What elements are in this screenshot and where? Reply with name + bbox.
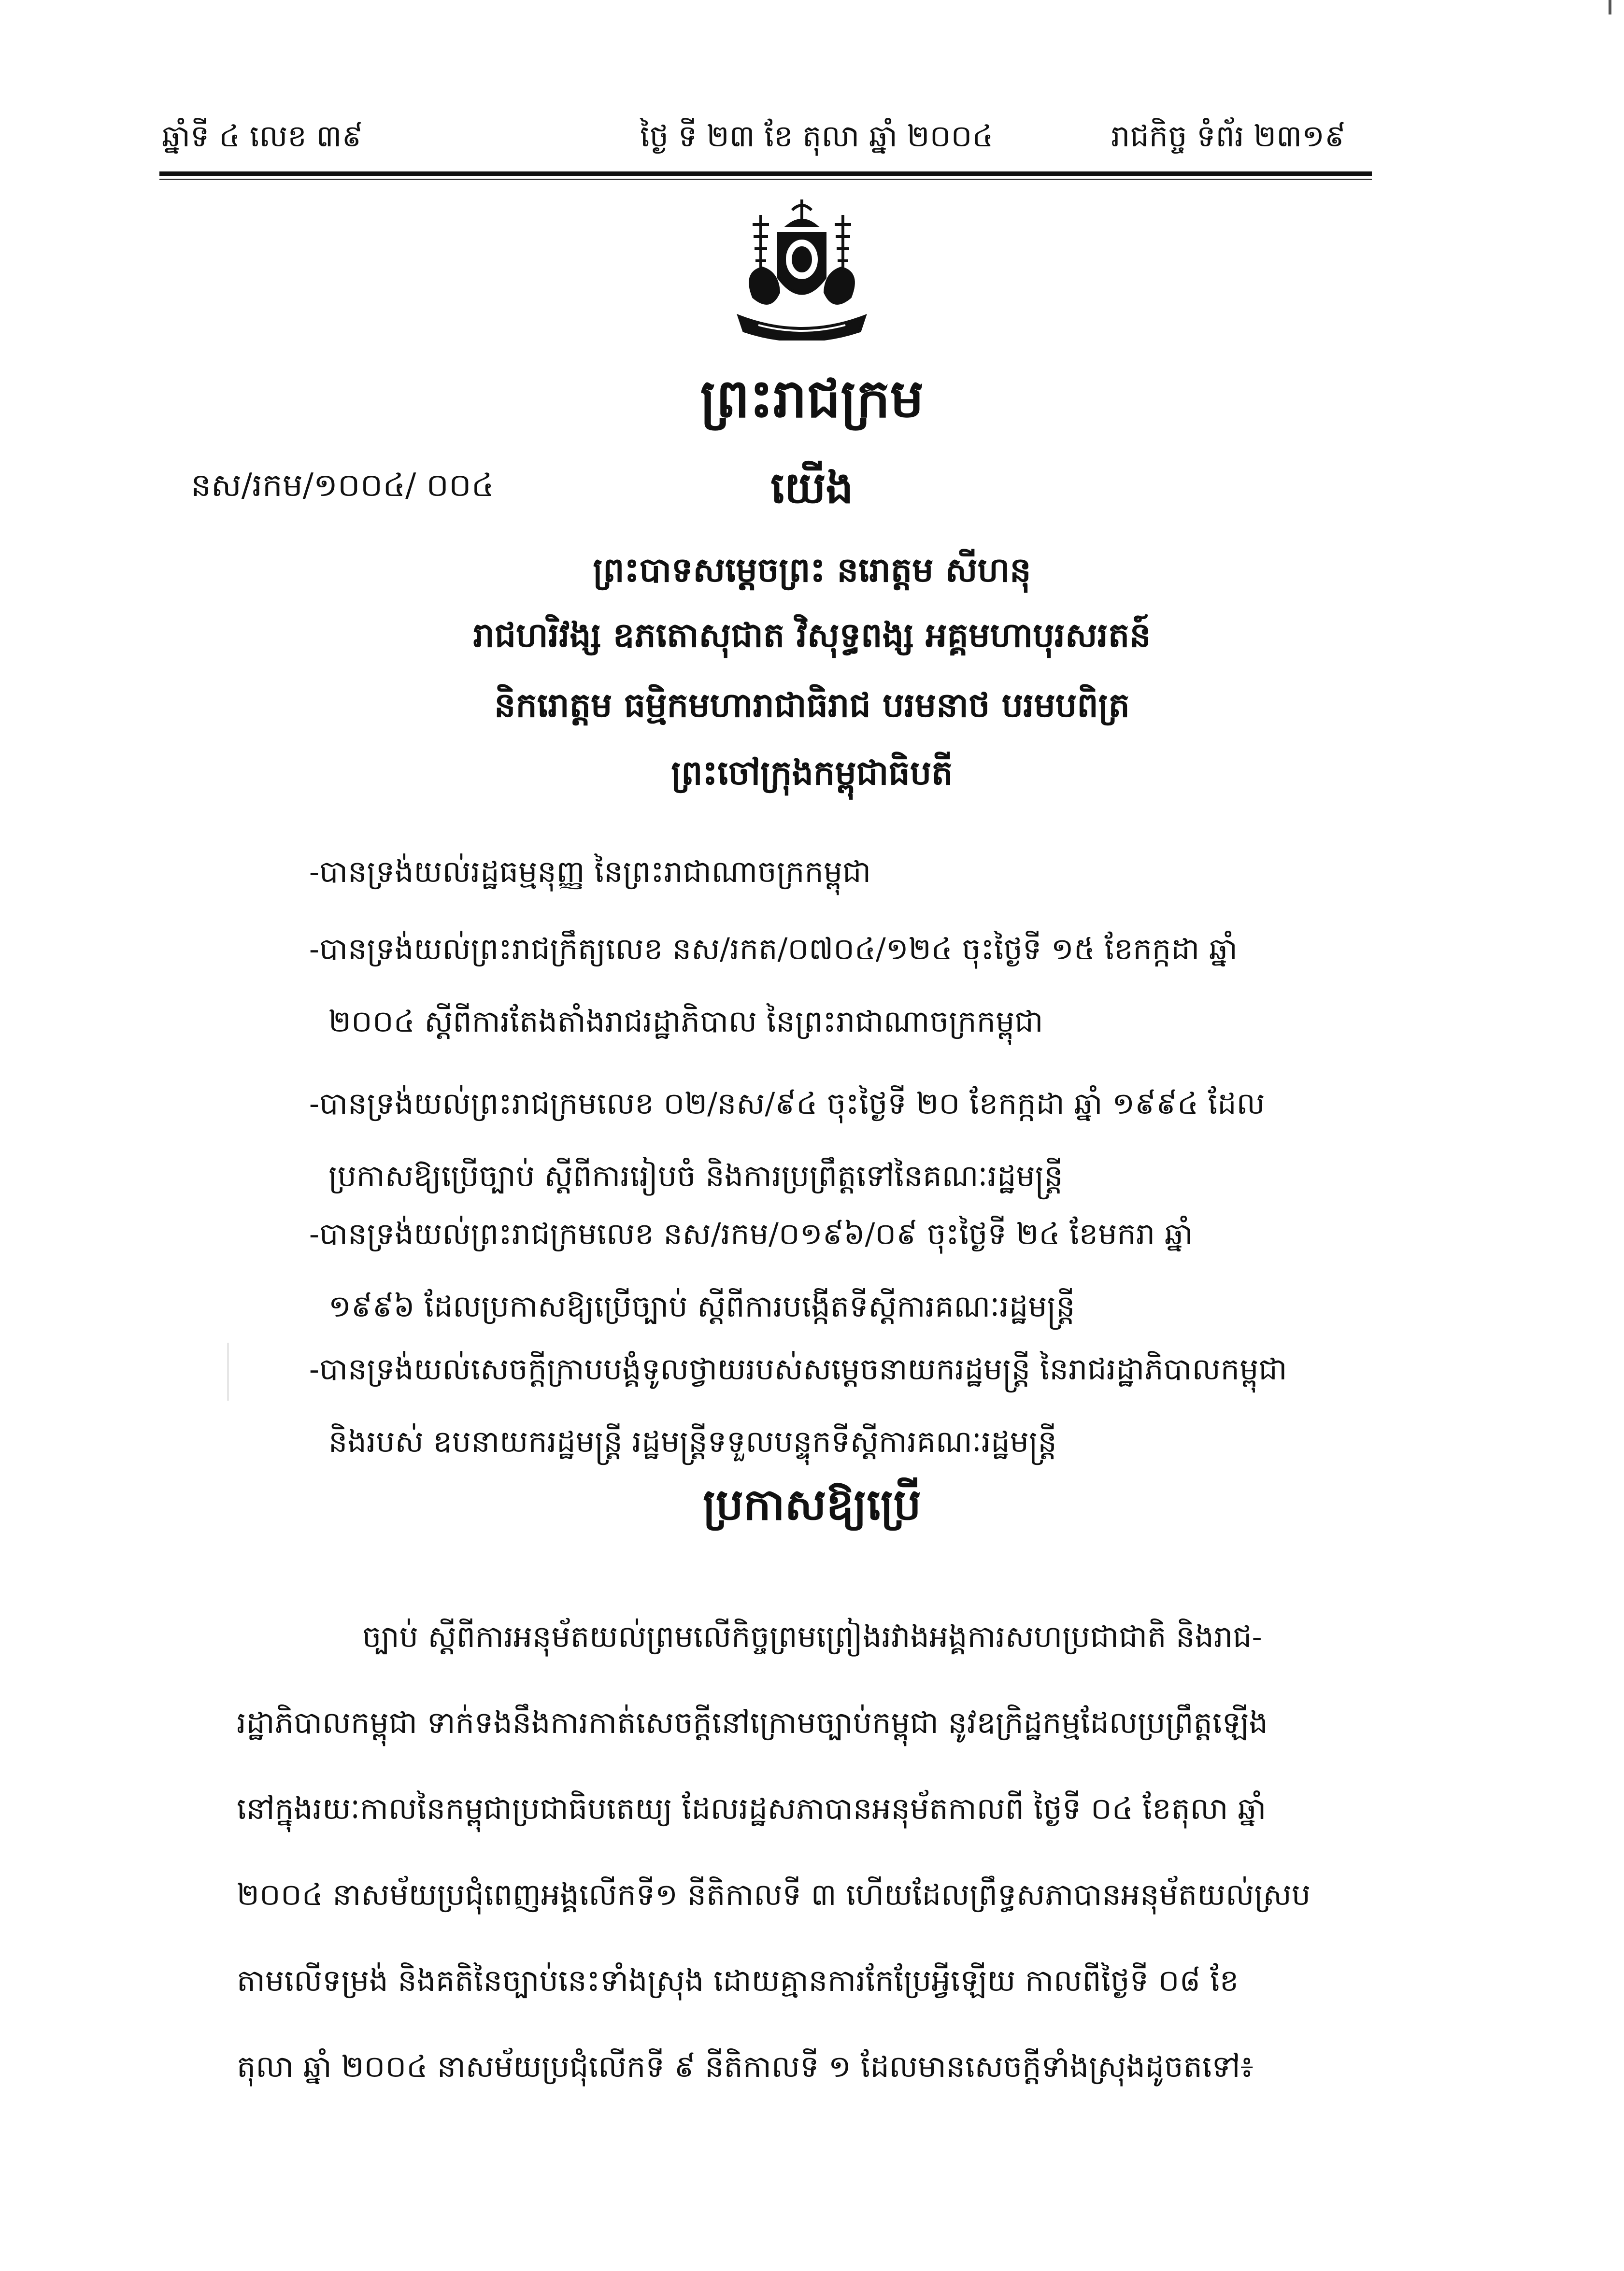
consideration-2	[309, 913, 1324, 1058]
consideration-line: ២០០៤ ស្តីពីការតែងតាំងរាជរដ្ឋាភិបាល នៃព្រះរាជាណាចក្រកម្ពុជា	[328, 1004, 1043, 1039]
body-line: រដ្ឋាភិបាលកម្ពុជា ទាក់ទងនឹងការកាត់សេចក្តីនៅក្រោមច្បាប់កម្ពុជា នូវឧក្រិដ្ឋកម្មដែលប្រព្រឹត្តឡើង	[237, 1705, 1268, 1740]
consideration-line: -បានទ្រង់យល់ព្រះរាជក្រមលេខ នស/រកម/០១៩៦/០៩ ចុះថ្ងៃទី ២៤ ខែមករា ឆ្នាំ	[309, 1216, 1193, 1251]
king-title-line-2: រាជហរិវង្ស ឧភតោសុជាត វិសុទ្ធពង្ស អគ្គមហាបុរសរតន៍	[473, 615, 1151, 655]
consideration-line: -បានទ្រង់យល់ព្រះរាជក្រមលេខ ០២/នស/៩៤ ចុះថ្ងៃទី ២០ ខែកក្កដា ឆ្នាំ ១៩៩៤ ដែល	[309, 1086, 1265, 1121]
consideration-line: -បានទ្រង់យល់សេចក្តីក្រាបបង្គំទូលថ្វាយរបស់សម្តេចនាយករដ្ឋមន្ត្រី នៃរាជរដ្ឋាភិបាលកម្ពុជា	[309, 1351, 1287, 1387]
king-title-line-3: និករោត្តម ធម្មិកមហារាជាធិរាជ បរមនាថ បរមបពិត្រ	[494, 685, 1130, 725]
scan-mark	[227, 1343, 229, 1401]
promulgation-heading: ប្រកាសឱ្យប្រើ	[703, 1479, 921, 1530]
consideration-line: -បានទ្រង់យល់រដ្ឋធម្មនុញ្ញ នៃព្រះរាជាណាចក្រកម្ពុជា	[309, 854, 871, 889]
body-line: នៅក្នុងរយៈកាលនៃកម្ពុជាប្រជាធិបតេយ្យ ដែលរដ្ឋសភាបានអនុម័តកាលពី ថ្ងៃទី ០៤ ខែតុលា ឆ្នាំ	[237, 1791, 1267, 1826]
royal-arms-emblem-icon	[725, 196, 879, 341]
consideration-line: ១៩៩៦ ដែលប្រកាសឱ្យប្រើច្បាប់ ស្តីពីការបង្កើតទីស្តីការគណៈរដ្ឋមន្ត្រី	[328, 1289, 1075, 1324]
gazette-page-number: រាជកិច្ច ទំព័រ ២៣១៩	[1111, 118, 1346, 154]
consideration-1	[309, 836, 1324, 908]
scan-mark	[1609, 0, 1611, 14]
consideration-line: ប្រកាសឱ្យប្រើច្បាប់ ស្តីពីការរៀបចំ និងការប្រព្រឹត្តទៅនៃគណៈរដ្ឋមន្ត្រី	[328, 1158, 1063, 1193]
consideration-5	[309, 1333, 1324, 1478]
consideration-4	[309, 1198, 1324, 1343]
consideration-3	[309, 1067, 1324, 1212]
issue-date: ថ្ងៃ ទី ២៣ ខែ តុលា ឆ្នាំ ២០០៤	[640, 118, 994, 154]
body-line: តាមលើទម្រង់ និងគតិនៃច្បាប់នេះទាំងស្រុង ដោយគ្មានការកែប្រែអ្វីឡើយ កាលពីថ្ងៃទី ០៨ ខែ	[237, 1963, 1239, 1998]
we-heading: យើង	[770, 462, 854, 513]
document-title: ព្រះរាជក្រម	[700, 367, 924, 429]
body-line: ២០០៤ នាសម័យប្រជុំពេញអង្គលើកទី១ នីតិកាលទី ៣ ហើយដែលព្រឹទ្ធសភាបានអនុម័តយល់ស្រប	[237, 1877, 1311, 1912]
king-title-line-4: ព្រះចៅក្រុងកម្ពុជាធិបតី	[671, 752, 953, 793]
body-line: ច្បាប់ ស្តីពីការអនុម័តយល់ព្រមលើកិច្ចព្រមព្រៀងរវាងអង្គការសហប្រជាជាតិ និងរាជ-	[362, 1619, 1262, 1654]
reference-number: នស/រកម/១០០៤/ ០០៤	[191, 467, 494, 504]
consideration-line: និងរបស់ ឧបនាយករដ្ឋមន្ត្រី រដ្ឋមន្ត្រីទទួលបន្ទុកទីស្តីការគណៈរដ្ឋមន្ត្រី	[328, 1424, 1057, 1459]
body-paragraph	[237, 1594, 1328, 2110]
body-line: តុលា ឆ្នាំ ២០០៤ នាសម័យប្រជុំលើកទី ៩ នីតិកាលទី ១ ដែលមានសេចក្តីទាំងស្រុងដូចតទៅ៖	[237, 2049, 1254, 2084]
issue-number: ឆ្នាំទី ៤ លេខ ៣៩	[162, 118, 363, 154]
consideration-line: -បានទ្រង់យល់ព្រះរាជក្រឹត្យលេខ នស/រកត/០៧០៤/១២៤ ចុះថ្ងៃទី ១៥ ខែកក្កដា ឆ្នាំ	[309, 931, 1238, 966]
king-title-line-1: ព្រះបាទសម្តេចព្រះ នរោត្តម សីហនុ	[593, 550, 1031, 590]
header-rule	[159, 171, 1372, 176]
header-rule-thin	[159, 179, 1372, 180]
